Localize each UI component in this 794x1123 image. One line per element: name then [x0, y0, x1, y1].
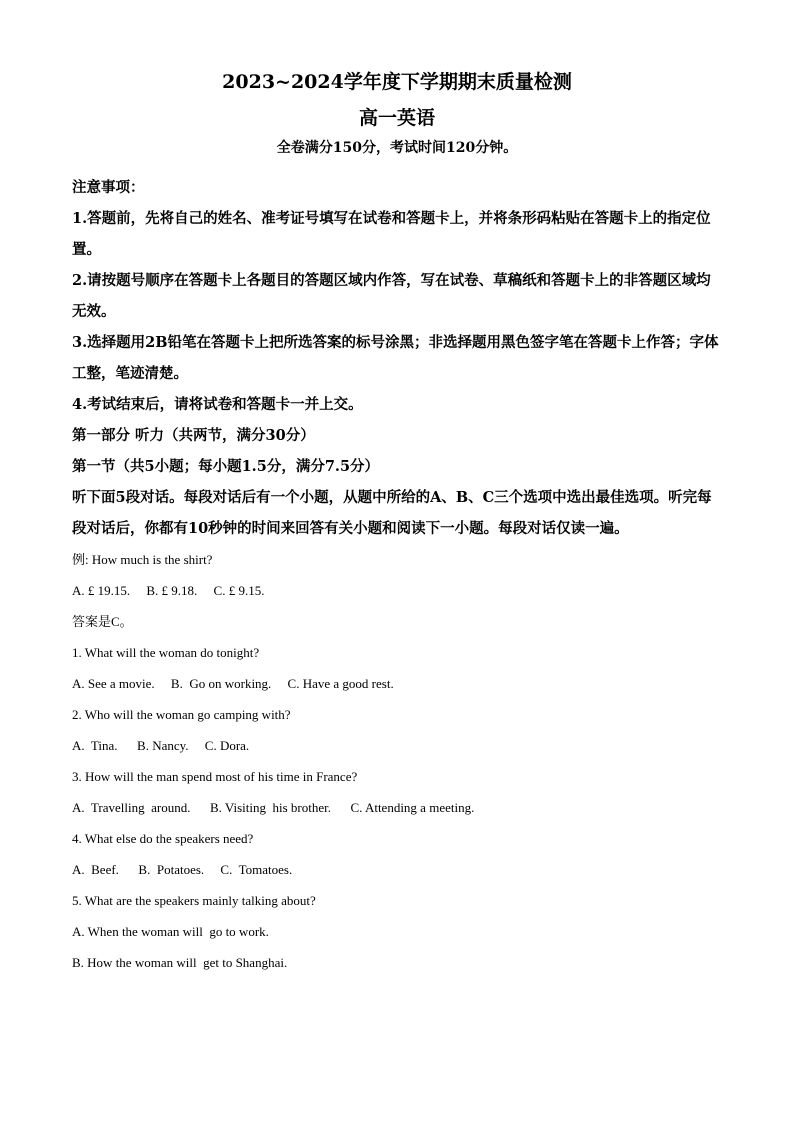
question-3: 3. How will the man spend most of his time in France?	[72, 769, 358, 784]
note-item-1: 1.答题前，先将自己的姓名、准考证号填写在试卷和答题卡上，并将条形码粘贴在答题卡上的指定位置。	[72, 210, 711, 258]
listening-instructions: 听下面5段对话。每段对话后有一个小题，从题中所给的A、B、C三个选项中选出最佳选项。听完每段对话后，你都有10秒钟的时间来回答有关小题和阅读下一小题。每段对话仅读一遍。	[72, 489, 712, 537]
example-answer: 答案是C。	[72, 614, 133, 629]
question-4: 4. What else do the speakers need?	[72, 831, 254, 846]
question-2-options: A. Tina. B. Nancy. C. Dora.	[72, 738, 250, 753]
question-3-options: A. Travelling around. B. Visiting his brother. C. Attending a meeting.	[72, 800, 475, 815]
exam-title: 2023~2024学年度下学期期末质量检测	[222, 71, 572, 93]
exam-info: 全卷满分150分，考试时间120分钟。	[276, 140, 518, 156]
example-options: A. £ 19.15. B. £ 9.18. C. £ 9.15.	[72, 583, 265, 598]
example-question: 例: How much is the shirt?	[72, 552, 213, 567]
section1-heading: 第一节（共5小题；每小题1.5分，满分7.5分）	[72, 458, 380, 475]
question-2: 2. Who will the woman go camping with?	[72, 707, 291, 722]
part1-heading: 第一部分 听力（共两节，满分30分）	[72, 427, 315, 444]
exam-subject: 高一英语	[358, 107, 435, 129]
question-5-option-a: A. When the woman will go to work.	[72, 924, 269, 939]
exam-page	[72, 62, 722, 978]
question-5-option-b: B. How the woman will get to Shanghai.	[72, 955, 288, 970]
notes-heading: 注意事项：	[72, 179, 145, 196]
question-5: 5. What are the speakers mainly talking about?	[72, 893, 316, 908]
note-item-3: 3.选择题用2B铅笔在答题卡上把所选答案的标号涂黑；非选择题用黑色签字笔在答题卡上作答；字体工整，笔迹清楚。	[72, 334, 719, 382]
question-1: 1. What will the woman do tonight?	[72, 645, 260, 660]
note-item-2: 2.请按题号顺序在答题卡上各题目的答题区域内作答，写在试卷、草稿纸和答题卡上的非答题区域均无效。	[72, 272, 711, 320]
note-item-4: 4.考试结束后，请将试卷和答题卡一并上交。	[72, 396, 363, 413]
question-1-options: A. See a movie. B. Go on working. C. Have a good rest.	[72, 676, 394, 691]
question-4-options: A. Beef. B. Potatoes. C. Tomatoes.	[72, 862, 293, 877]
